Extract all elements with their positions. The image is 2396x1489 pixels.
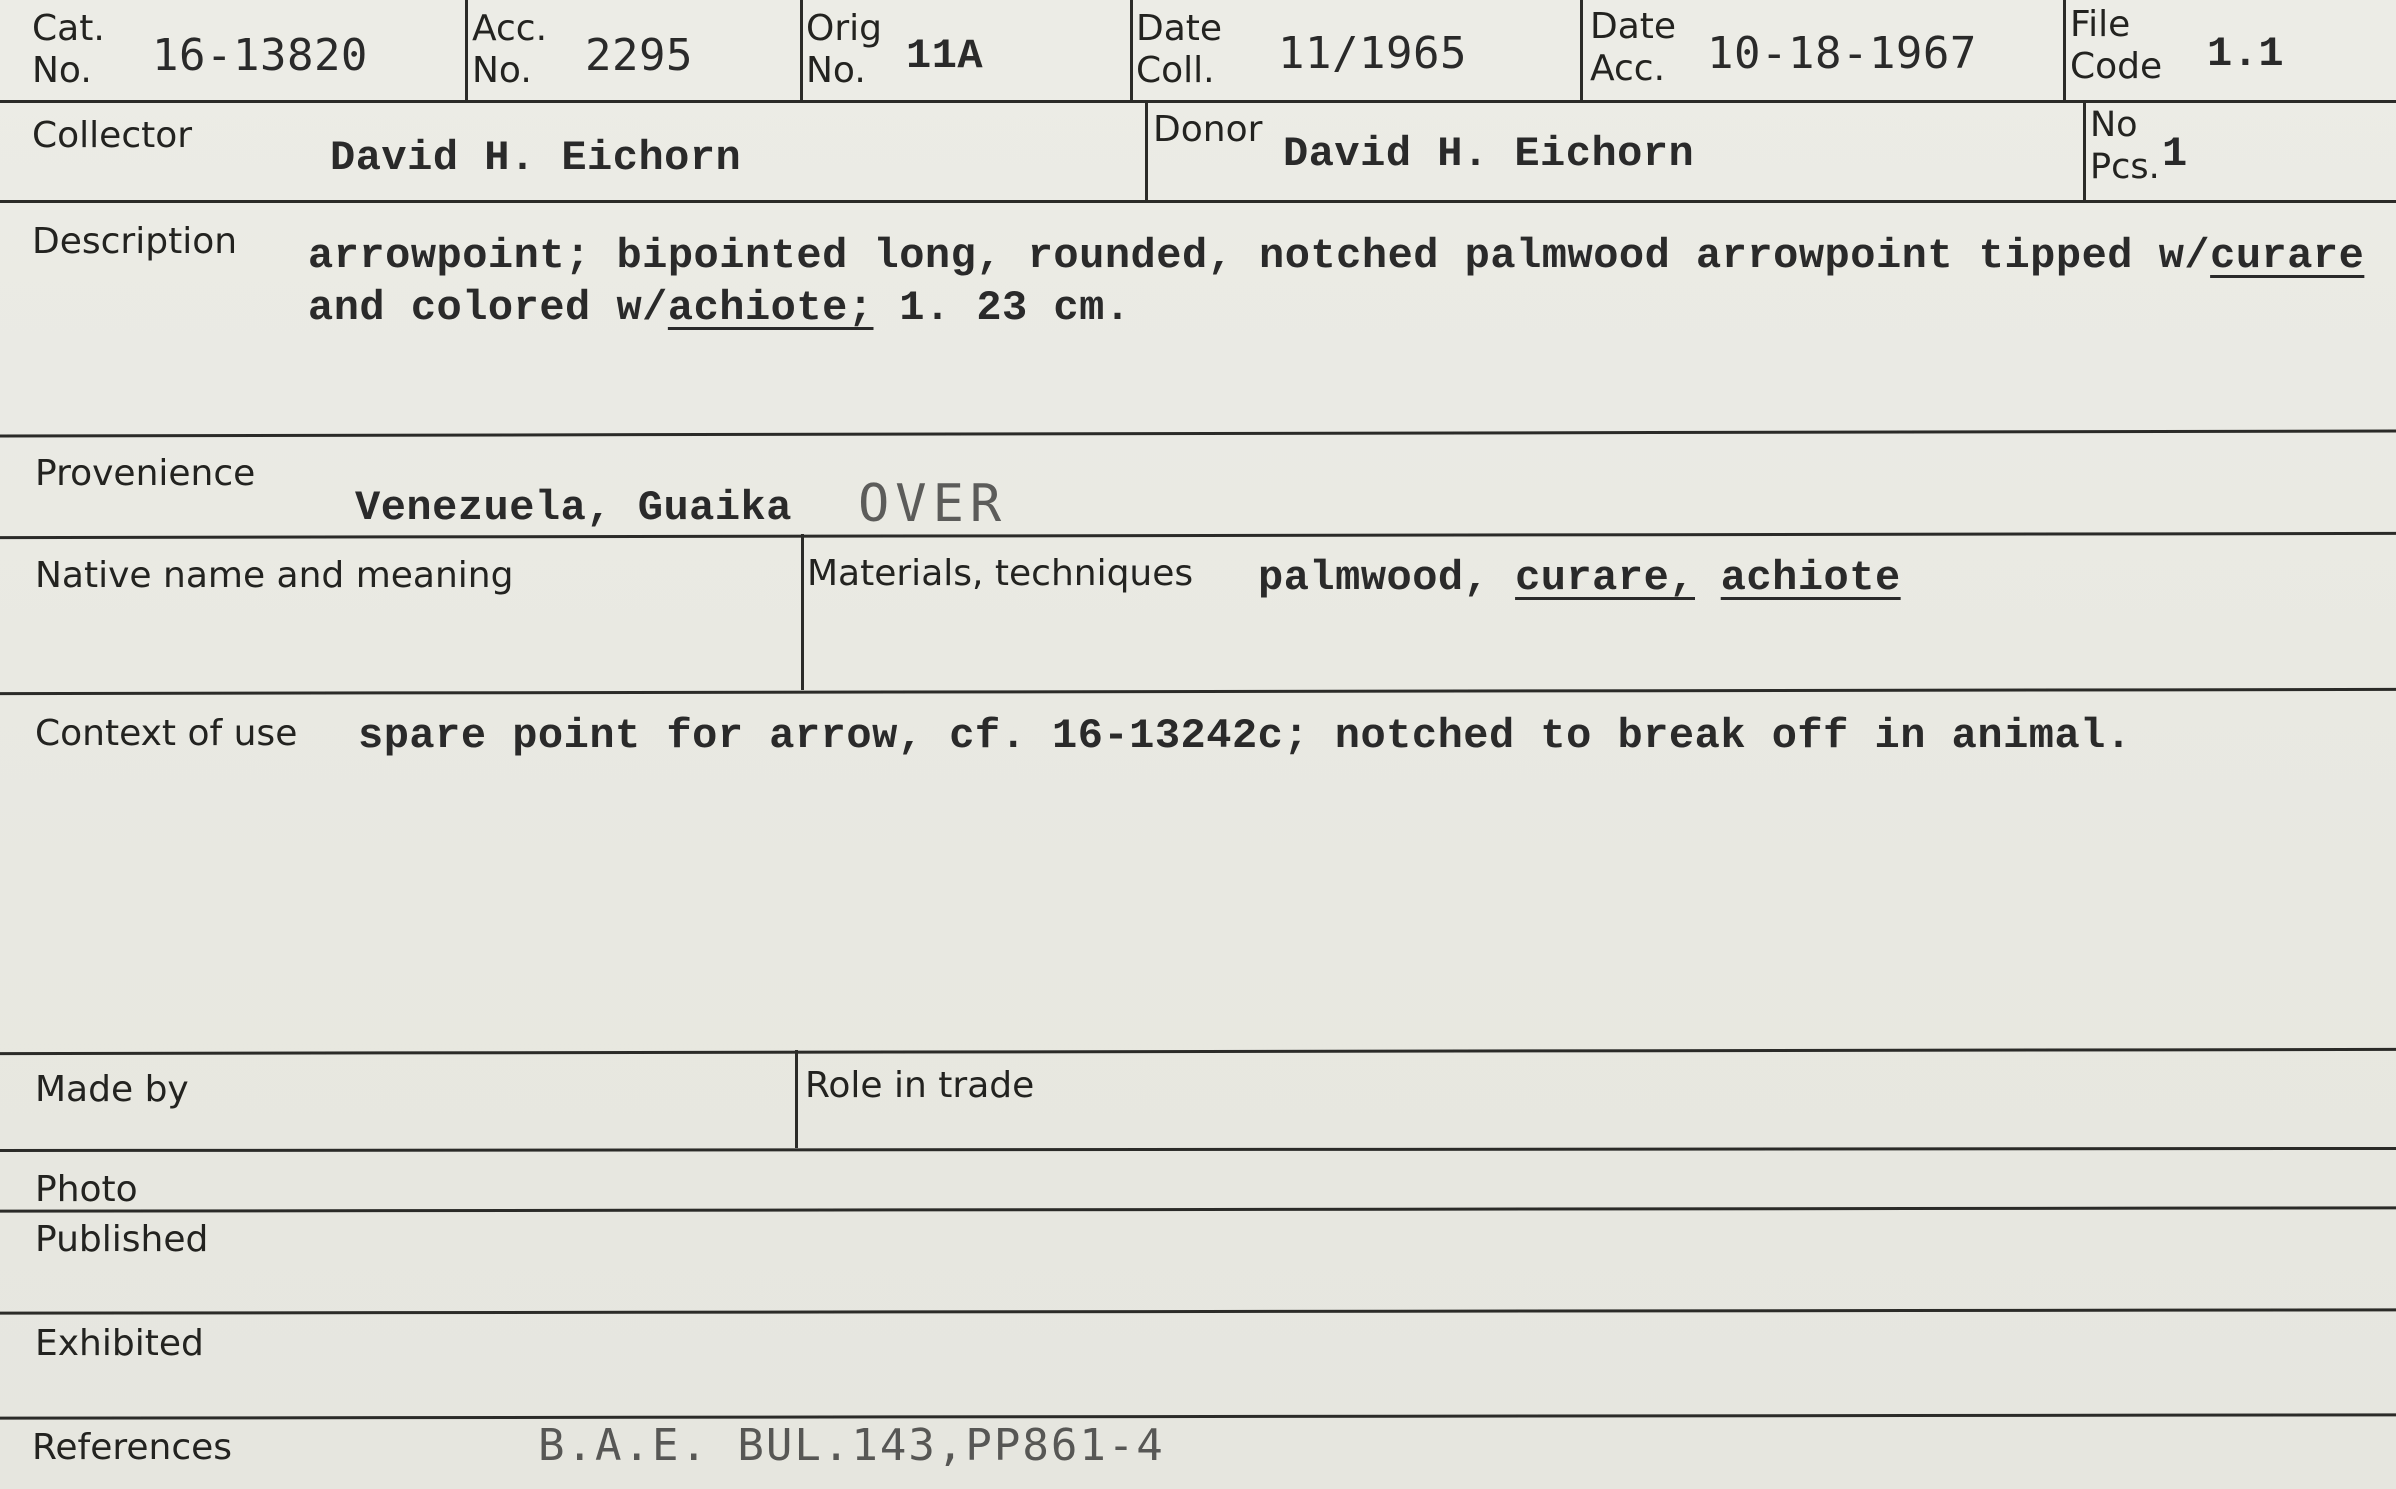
rule-exhibited <box>0 1413 2396 1419</box>
published-label: Published <box>35 1219 209 1260</box>
divider-orig-datecoll <box>1130 0 1133 100</box>
references-value: B.A.E. BUL.143,PP861-4 <box>538 1420 1165 1471</box>
donor-value: David H. Eichorn <box>1283 130 1695 178</box>
materials-label: Materials, techniques <box>807 553 1194 594</box>
rule-description <box>0 429 2396 437</box>
date-acc-label: Date Acc. <box>1590 6 1677 89</box>
rule-published <box>0 1308 2396 1314</box>
date-coll-value: 11/1965 <box>1278 28 1467 79</box>
rule-madeby <box>0 1147 2396 1152</box>
date-acc-value: 10-18-1967 <box>1707 28 1977 79</box>
cat-no-label: Cat. No. <box>32 8 105 91</box>
collector-label: Collector <box>32 115 193 156</box>
orig-no-label: Orig No. <box>806 8 882 91</box>
divider-cat-acc <box>465 0 468 100</box>
divider-dateacc-filecode <box>2063 0 2066 100</box>
description-text-1a: arrowpoint; bipointed long, rounded, notched palmwood arrowpoint tipped w/ <box>308 232 2211 280</box>
rule-provenience <box>0 532 2396 539</box>
divider-madeby-role <box>795 1050 798 1148</box>
photo-label: Photo <box>35 1169 138 1210</box>
material-curare: curare, <box>1515 554 1695 602</box>
provenience-value: Venezuela, Guaika <box>355 484 792 532</box>
material-palmwood: palmwood, <box>1258 554 1490 602</box>
cat-no-value: 16-13820 <box>152 30 368 81</box>
over-stamp: OVER <box>858 474 1008 534</box>
rule-native <box>0 688 2396 695</box>
materials-value <box>1258 554 1901 602</box>
description-line-2 <box>308 284 1131 332</box>
acc-no-label: Acc. No. <box>472 8 548 91</box>
pieces-value: 1 <box>2162 130 2188 178</box>
native-name-label: Native name and meaning <box>35 555 514 596</box>
description-label: Description <box>32 221 238 262</box>
role-in-trade-label: Role in trade <box>805 1065 1035 1106</box>
divider-native-materials <box>801 534 804 690</box>
rule-header <box>0 100 2396 103</box>
pieces-label: No Pcs. <box>2090 105 2160 187</box>
description-text-2a: and colored w/ <box>308 284 668 332</box>
rule-context <box>0 1048 2396 1055</box>
context-label: Context of use <box>35 713 298 754</box>
rule-photo <box>0 1206 2396 1212</box>
divider-collector-donor <box>1145 100 1148 200</box>
exhibited-label: Exhibited <box>35 1323 204 1364</box>
file-code-label: File Code <box>2070 4 2163 87</box>
date-coll-label: Date Coll. <box>1136 8 1223 91</box>
donor-label: Donor <box>1153 109 1263 150</box>
collector-value: David H. Eichorn <box>330 134 742 182</box>
description-length: 1. 23 cm. <box>873 284 1131 332</box>
material-achiote: achiote <box>1720 554 1901 602</box>
orig-no-value: 11A <box>906 32 984 80</box>
made-by-label: Made by <box>35 1069 189 1110</box>
context-value: spare point for arrow, cf. 16-13242c; notched to break off in animal. <box>358 712 2132 760</box>
references-label: References <box>32 1427 233 1468</box>
rule-collector <box>0 200 2396 203</box>
file-code-value: 1.1 <box>2207 30 2285 78</box>
divider-donor-pcs <box>2083 100 2086 200</box>
acc-no-value: 2295 <box>585 30 693 81</box>
description-achiote: achiote; <box>667 284 874 332</box>
divider-datecoll-dateacc <box>1580 0 1583 100</box>
divider-acc-orig <box>800 0 803 100</box>
description-curare: curare <box>2210 232 2365 280</box>
provenience-label: Provenience <box>35 453 256 494</box>
description-line-1 <box>308 232 2364 280</box>
